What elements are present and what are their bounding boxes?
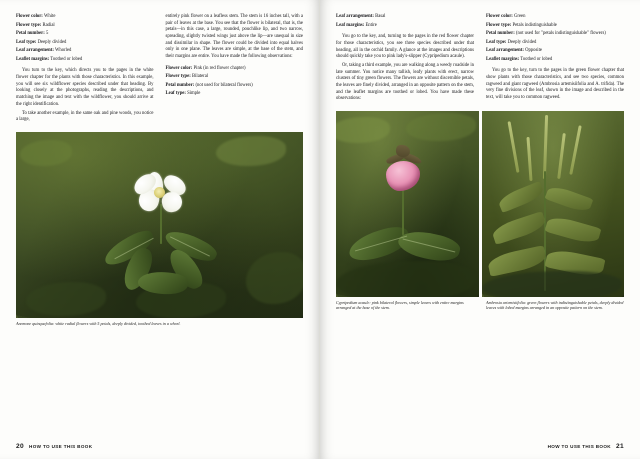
right-page-footer [336,443,624,450]
ragweed-caption: Ambrosia artemisiifolia: green flowers with indistinguishable petals, deeply divided leaves with lobed margins arranged in an opposite pattern on the stem. [486,299,624,311]
right-column-2 [486,14,624,105]
ladys-slipper-caption: Cypripedium acaule: pink bilateral flowers, simple leaves with entire margins arranged at the base of the stem. [336,299,464,311]
term-petal-number: Petal number: (not used for bilateral flowers) [165,82,253,88]
term-leaf-arrangement: Leaf arrangement: Whorled [16,48,72,54]
sepal [396,144,411,157]
term-leaf-margins: Leaf margins: Entire [336,22,377,28]
term-flower-type: Flower type: Bilateral [165,74,209,80]
term-flower-color: Flower color: White [16,14,56,19]
body-paragraph: entirely pink flower on a leafless stem. The stem is 16 inches tall, with a pair of leaves at the base. You see that the flower is bilateral, that is, the petals—in this case, a large, rounded, pouchlike lip, and two narrow, spreading, slightly twisted wings just above the lip—are unequal in size and dissimilar in shape. The flower could be divided into equal halves only in one plane. The leaves are simple, at the base of the stem, and their margins are entire. You have made the following observations: [165,14,303,60]
term-flower-type: Flower type: Petals indistinguishable [486,22,557,28]
left-photo-block [16,132,303,327]
body-paragraph: You go to the key, turn to the pages in the green flower chapter that show plants with those characteristics, and see two species, common ragweed and giant ragweed (Ambrosia artemisiifolia and A. trifida). The very fine divisions of the leaf, shown in the image and described in the text, will take you to common ragweed. [486,68,624,101]
term-leaflet-margins: Leaflet margins: Toothed or lobed [16,56,83,62]
term-leaf-type: Leaf type: Deeply divided [16,39,67,45]
body-paragraph: You go to the key, and, turning to the pages in the red flower chapter for those characteristics, you see three species described under that heading, all in the orchid family. A glance at the images and descriptions should quickly take you to pink lady's-slipper (Cypripedium acaule). [336,34,474,60]
page-number: 21 [615,443,624,450]
right-photo-pair [336,111,624,297]
term-leaf-arrangement: Leaf arrangement: Opposite [486,48,542,54]
term-petal-number: Petal number: 5 [16,31,49,37]
term-leaf-type: Leaf type: Deeply divided [486,39,537,45]
running-head: HOW TO USE THIS BOOK [547,444,611,449]
anemone-photo [16,132,303,318]
stem [160,204,162,244]
right-caption-row [336,300,624,311]
right-page-columns [336,14,624,105]
right-column-1 [336,14,474,105]
running-head: HOW TO USE THIS BOOK [29,444,93,449]
left-page-columns [16,14,303,126]
body-paragraph: Or, taking a third example, you are walking along a weedy roadside in late summer. You notice many tallish, leafy plants with erect, narrow clusters of tiny green flowers. The flowers are without discernible petals, the leaves are finely divided, arranged in an opposite pattern on the stem, and the leaflet margins are toothed or lobed. You have made these observations: [336,62,474,102]
body-paragraph: You turn to the key, which directs you to the pages in the white flower chapter for the plants with those characteristics. In this example, you will see six wildflower species described under that heading. By looking closely at the photographs, reading the descriptions, and matching the image and text with the wildflower, you should arrive at the right identification. [16,68,154,107]
term-petal-number: Petal number: (not used for "petals indistinguishable" flowers) [486,31,606,37]
left-column-1 [16,14,154,126]
flower-center [154,187,165,198]
right-page [320,0,640,459]
ragweed-photo [482,111,625,297]
left-column-2 [166,14,304,126]
body-paragraph: To take another example, in the same oak and pine woods, you notice a large, [16,110,154,123]
term-leaflet-margins: Leaflet margins: Toothed or lobed [486,56,553,62]
right-photo-block [336,111,624,311]
term-leaf-arrangement: Leaf arrangement: Basal [336,14,386,19]
term-flower-type: Flower type: Radial [16,22,55,28]
term-flower-color: Flower color: Green [486,14,526,19]
page-number: 20 [16,443,25,450]
term-flower-color: Flower color: Pink (in red flower chapter) [165,65,246,71]
ladys-slipper-photo [336,111,479,297]
left-page-footer [16,443,303,450]
term-leaf-type: Leaf type: Simple [165,91,201,97]
left-photo-caption: Anemone quinquefolia: white radial flowers with 5 petals, deeply divided, toothed leaves in a whorl. [16,320,181,326]
